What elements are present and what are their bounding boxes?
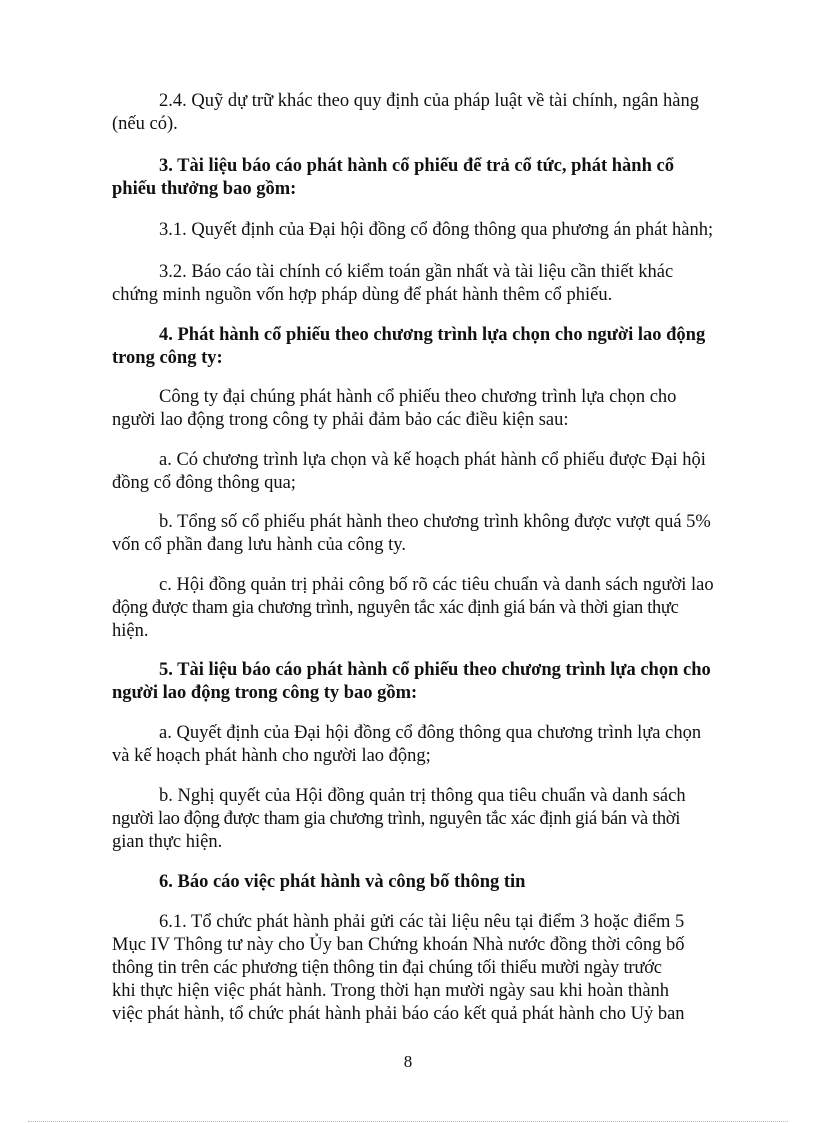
text-line: 3.2. Báo cáo tài chính có kiểm toán gần nhất và tài liệu cần thiết khác	[159, 262, 674, 282]
paragraph-4-c	[112, 574, 723, 643]
text-line: a. Có chương trình lựa chọn và kế hoạch phát hành cổ phiếu được Đại hội	[159, 450, 706, 470]
text-line: c. Hội đồng quản trị phải công bố rõ các tiêu chuẩn và danh sách người lao	[159, 575, 714, 595]
paragraph-2-4	[112, 90, 723, 136]
paragraph-4-a	[112, 449, 723, 495]
text-line: phiếu thưởng bao gồm:	[112, 179, 297, 199]
text-line: Công ty đại chúng phát hành cổ phiếu theo chương trình lựa chọn cho	[159, 387, 677, 407]
text-line: thông tin trên các phương tiện thông tin đại chúng tối thiểu mười ngày trước	[112, 958, 662, 978]
text-line: hiện.	[112, 621, 149, 641]
text-line: (nếu có).	[112, 114, 178, 134]
text-line: người lao động trong công ty phải đảm bảo các điều kiện sau:	[112, 410, 569, 430]
page-bottom-border	[28, 1121, 788, 1122]
text-line: b. Tổng số cổ phiếu phát hành theo chương trình không được vượt quá 5%	[159, 512, 711, 532]
text-line: Mục IV Thông tư này cho Ủy ban Chứng khoán Nhà nước đồng thời công bố	[112, 935, 685, 955]
text-line: 6.1. Tổ chức phát hành phải gửi các tài liệu nêu tại điểm 3 hoặc điểm 5	[159, 912, 685, 932]
paragraph-section-4-intro	[112, 386, 723, 432]
text-line: b. Nghị quyết của Hội đồng quản trị thông qua tiêu chuẩn và danh sách	[159, 786, 686, 806]
heading-section-3	[112, 155, 723, 201]
text-line: trong công ty:	[112, 348, 223, 368]
paragraph-4-b	[112, 511, 723, 557]
text-line: người lao động trong công ty bao gồm:	[112, 683, 418, 703]
paragraph-3-2	[112, 261, 723, 307]
paragraph-5-a	[112, 722, 723, 768]
text-line: vốn cổ phần đang lưu hành của công ty.	[112, 535, 406, 555]
text-line: 6. Báo cáo việc phát hành và công bố thông tin	[159, 872, 526, 892]
text-line: đồng cổ đông thông qua;	[112, 473, 296, 493]
page-number: 8	[403, 1052, 413, 1071]
text-line: việc phát hành, tổ chức phát hành phải báo cáo kết quả phát hành cho Uỷ ban	[112, 1004, 685, 1024]
paragraph-6-1	[112, 911, 723, 1026]
heading-section-4	[112, 324, 723, 370]
text-line: 3.1. Quyết định của Đại hội đồng cổ đông thông qua phương án phát hành;	[159, 220, 714, 240]
text-line: gian thực hiện.	[112, 832, 223, 852]
text-line: 2.4. Quỹ dự trữ khác theo quy định của pháp luật về tài chính, ngân hàng	[159, 91, 699, 111]
text-line: chứng minh nguồn vốn hợp pháp dùng để phát hành thêm cổ phiếu.	[112, 285, 613, 305]
heading-section-5	[112, 659, 723, 705]
text-line: khi thực hiện việc phát hành. Trong thời hạn mười ngày sau khi hoàn thành	[112, 981, 670, 1001]
text-line: động được tham gia chương trình, nguyên tắc xác định giá bán và thời gian thực	[112, 598, 679, 618]
text-line: người lao động được tham gia chương trình, nguyên tắc xác định giá bán và thời	[112, 809, 680, 829]
paragraph-3-1	[112, 219, 723, 242]
paragraph-5-b	[112, 785, 723, 854]
text-line: 3. Tài liệu báo cáo phát hành cổ phiếu để trả cổ tức, phát hành cổ	[159, 156, 674, 176]
text-line: 4. Phát hành cổ phiếu theo chương trình lựa chọn cho người lao động	[159, 325, 706, 345]
heading-section-6	[112, 871, 723, 894]
text-line: a. Quyết định của Đại hội đồng cổ đông thông qua chương trình lựa chọn	[159, 723, 702, 743]
text-line: 5. Tài liệu báo cáo phát hành cổ phiếu theo chương trình lựa chọn cho	[159, 660, 711, 680]
text-line: và kế hoạch phát hành cho người lao động;	[112, 746, 431, 766]
